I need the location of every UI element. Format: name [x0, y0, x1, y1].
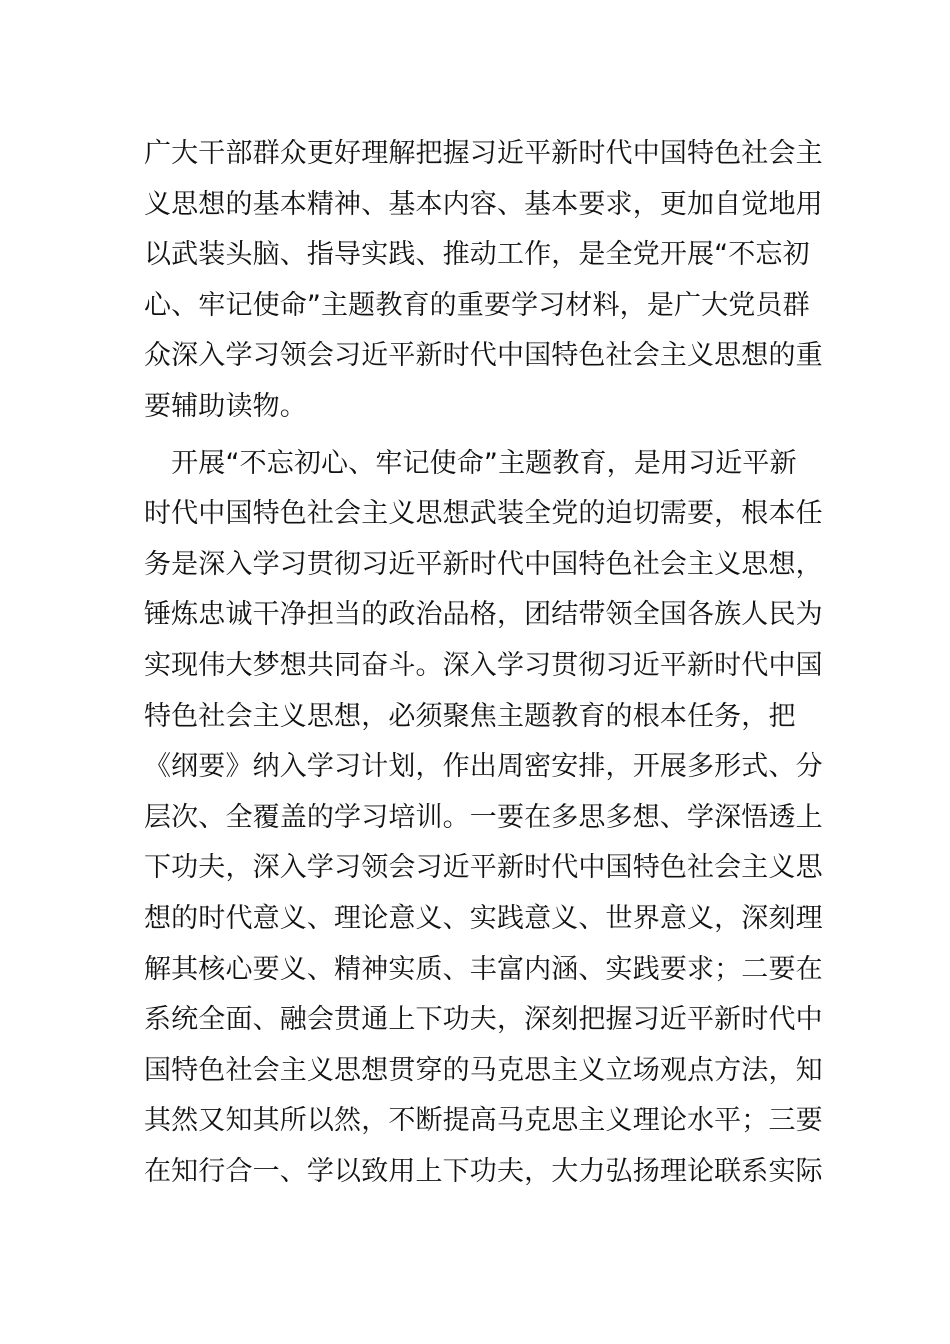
text-line: 众深入学习领会习近平新时代中国特色社会主义思想的重: [144, 340, 823, 372]
text-line: 务是深入学习贯彻习近平新时代中国特色社会主义思想，: [144, 548, 823, 580]
text-line: 在知行合一、学以致用上下功夫，大力弘扬理论联系实际: [144, 1155, 823, 1187]
paragraph-2: [144, 439, 823, 1198]
text-line: 解其核心要义、精神实质、丰富内涵、实践要求；二要在: [144, 953, 823, 985]
text-line: 要辅助读物。: [144, 390, 307, 422]
text-line: 广大干部群众更好理解把握习近平新时代中国特色社会主: [144, 138, 823, 169]
text-line: 实现伟大梦想共同奋斗。深入学习贯彻习近平新时代中国: [144, 649, 823, 681]
text-line: 锤炼忠诚干净担当的政治品格，团结带领全国各族人民为: [144, 599, 823, 631]
text-line: 系统全面、融会贯通上下功夫，深刻把握习近平新时代中: [144, 1004, 823, 1036]
text-line: 《纲要》纳入学习计划，作出周密安排，开展多形式、分: [144, 751, 823, 783]
text-line: 心、牢记使命”主题教育的重要学习材料，是广大党员群: [144, 289, 810, 321]
body-text: [144, 129, 823, 1197]
text-line: 层次、全覆盖的学习培训。一要在多思多想、学深悟透上: [144, 801, 823, 833]
text-line: 其然又知其所以然，不断提高马克思主义理论水平；三要: [144, 1105, 823, 1137]
text-line: 开展“不忘初心、牢记使命”主题教育，是用习近平新: [144, 447, 797, 479]
text-line: 时代中国特色社会主义思想武装全党的迫切需要，根本任: [144, 498, 823, 530]
text-line: 国特色社会主义思想贯穿的马克思主义立场观点方法，知: [144, 1054, 823, 1086]
text-line: 以武装头脑、指导实践、推动工作，是全党开展“不忘初: [144, 239, 810, 271]
text-line: 特色社会主义思想，必须聚焦主题教育的根本任务，把: [144, 700, 796, 732]
text-line: 义思想的基本精神、基本内容、基本要求，更加自觉地用: [144, 188, 823, 220]
paragraph-1: [144, 129, 823, 433]
text-line: 下功夫，深入学习领会习近平新时代中国特色社会主义思: [144, 852, 823, 884]
text-line: 想的时代意义、理论意义、实践意义、世界意义，深刻理: [144, 902, 823, 934]
